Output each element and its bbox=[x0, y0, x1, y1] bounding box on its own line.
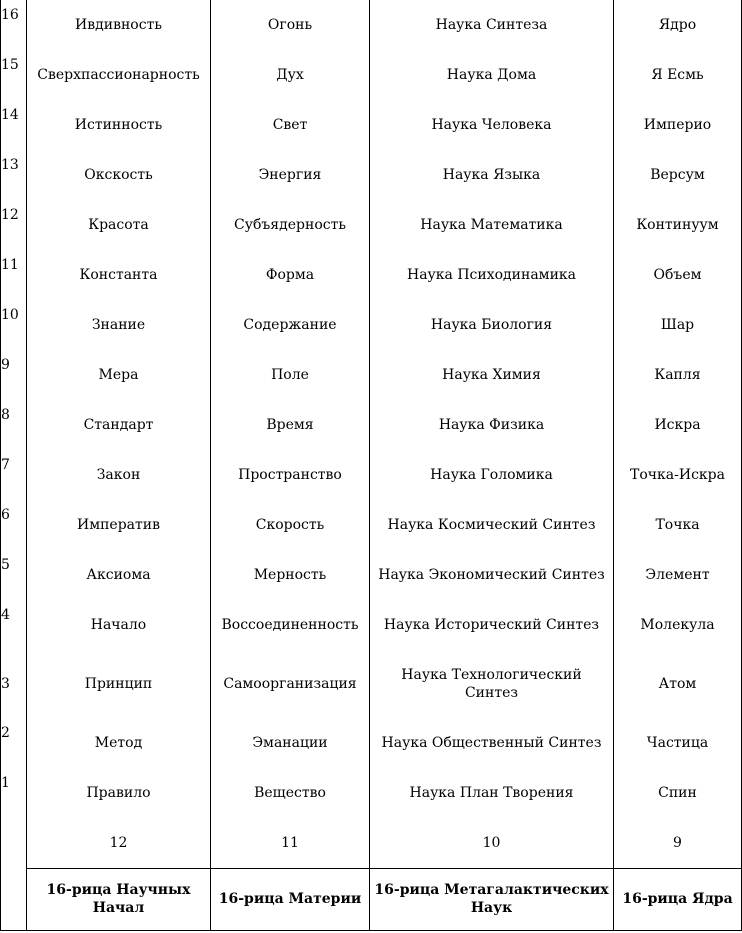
cell-core: Молекула bbox=[614, 600, 742, 650]
row-number: 7 bbox=[1, 450, 27, 500]
cell-scientific-principle: Константа bbox=[27, 250, 211, 300]
cell-metagalactic-science: Наука Дома bbox=[370, 50, 614, 100]
table-row bbox=[1, 718, 742, 768]
footer-row bbox=[1, 868, 742, 930]
table-row bbox=[1, 500, 742, 550]
cell-scientific-principle: Аксиома bbox=[27, 550, 211, 600]
cell-scientific-principle: Правило bbox=[27, 768, 211, 818]
cell-scientific-principle: Мера bbox=[27, 350, 211, 400]
row-number: 2 bbox=[1, 718, 27, 768]
cell-scientific-principle: Знание bbox=[27, 300, 211, 350]
row-number-empty bbox=[1, 868, 27, 930]
table-row bbox=[1, 250, 742, 300]
table-row bbox=[1, 150, 742, 200]
cell-metagalactic-science: Наука Языка bbox=[370, 150, 614, 200]
cell-matter: Поле bbox=[211, 350, 370, 400]
cell-core: Точка-Искра bbox=[614, 450, 742, 500]
cell-core: Я Есмь bbox=[614, 50, 742, 100]
cell-metagalactic-science: Наука Химия bbox=[370, 350, 614, 400]
cell-metagalactic-science: Наука Биология bbox=[370, 300, 614, 350]
cell-scientific-principle: Красота bbox=[27, 200, 211, 250]
cell-scientific-principle: Окскость bbox=[27, 150, 211, 200]
cell-matter: Время bbox=[211, 400, 370, 450]
cell-matter: Мерность bbox=[211, 550, 370, 600]
cell-matter: Свет bbox=[211, 100, 370, 150]
cell-matter: Скорость bbox=[211, 500, 370, 550]
cell-scientific-principle: Начало bbox=[27, 600, 211, 650]
cell-metagalactic-science: Наука Математика bbox=[370, 200, 614, 250]
cell-metagalactic-science: Наука Психодинамика bbox=[370, 250, 614, 300]
cell-metagalactic-science: Наука Человека bbox=[370, 100, 614, 150]
cell-metagalactic-science: Наука Экономический Синтез bbox=[370, 550, 614, 600]
row-number: 8 bbox=[1, 400, 27, 450]
row-number: 12 bbox=[1, 200, 27, 250]
cell-core: Ядро bbox=[614, 0, 742, 50]
row-number-empty bbox=[1, 818, 27, 868]
table-row bbox=[1, 0, 742, 50]
cell-scientific-principle: Метод bbox=[27, 718, 211, 768]
cell-scientific-principle: Принцип bbox=[27, 650, 211, 718]
count-matter: 11 bbox=[211, 818, 370, 868]
cell-scientific-principle: Сверхпассионарность bbox=[27, 50, 211, 100]
row-number: 5 bbox=[1, 550, 27, 600]
cell-core: Искра bbox=[614, 400, 742, 450]
row-number: 14 bbox=[1, 100, 27, 150]
cell-matter: Воссоединенность bbox=[211, 600, 370, 650]
cell-metagalactic-science: Наука Исторический Синтез bbox=[370, 600, 614, 650]
cell-matter: Содержание bbox=[211, 300, 370, 350]
footer-scientific-principles: 16-рица Научных Начал bbox=[27, 868, 211, 930]
row-number: 9 bbox=[1, 350, 27, 400]
row-number: 15 bbox=[1, 50, 27, 100]
cell-core: Империо bbox=[614, 100, 742, 150]
cell-matter: Дух bbox=[211, 50, 370, 100]
cell-metagalactic-science: Наука Общественный Синтез bbox=[370, 718, 614, 768]
row-number: 11 bbox=[1, 250, 27, 300]
row-number: 1 bbox=[1, 768, 27, 818]
count-core: 9 bbox=[614, 818, 742, 868]
cell-scientific-principle: Истинность bbox=[27, 100, 211, 150]
cell-metagalactic-science: Наука Синтеза bbox=[370, 0, 614, 50]
cell-matter: Форма bbox=[211, 250, 370, 300]
cell-matter: Эманации bbox=[211, 718, 370, 768]
table-row bbox=[1, 100, 742, 150]
cell-matter: Самоорганизация bbox=[211, 650, 370, 718]
cell-matter: Энергия bbox=[211, 150, 370, 200]
cell-core: Шар bbox=[614, 300, 742, 350]
cell-core: Атом bbox=[614, 650, 742, 718]
cell-core: Континуум bbox=[614, 200, 742, 250]
cell-matter: Пространство bbox=[211, 450, 370, 500]
table-row bbox=[1, 450, 742, 500]
cell-core: Частица bbox=[614, 718, 742, 768]
row-number: 10 bbox=[1, 300, 27, 350]
table-row bbox=[1, 650, 742, 718]
table-row bbox=[1, 768, 742, 818]
cell-core: Точка bbox=[614, 500, 742, 550]
table-row bbox=[1, 300, 742, 350]
footer-metagalactic-sciences: 16-рица Метагалактических Наук bbox=[370, 868, 614, 930]
table-row bbox=[1, 400, 742, 450]
cell-matter: Субъядерность bbox=[211, 200, 370, 250]
cell-core: Версум bbox=[614, 150, 742, 200]
table-row bbox=[1, 550, 742, 600]
row-number: 4 bbox=[1, 600, 27, 650]
cell-scientific-principle: Ивдивность bbox=[27, 0, 211, 50]
count-row bbox=[1, 818, 742, 868]
table-row bbox=[1, 200, 742, 250]
cell-core: Объем bbox=[614, 250, 742, 300]
cell-metagalactic-science: Наука План Творения bbox=[370, 768, 614, 818]
cell-core: Элемент bbox=[614, 550, 742, 600]
cell-scientific-principle: Императив bbox=[27, 500, 211, 550]
cell-metagalactic-science: Наука Космический Синтез bbox=[370, 500, 614, 550]
table-row bbox=[1, 50, 742, 100]
footer-matter: 16-рица Материи bbox=[211, 868, 370, 930]
table-row bbox=[1, 350, 742, 400]
cell-matter: Огонь bbox=[211, 0, 370, 50]
cell-core: Спин bbox=[614, 768, 742, 818]
cell-scientific-principle: Закон bbox=[27, 450, 211, 500]
row-number: 3 bbox=[1, 650, 27, 718]
row-number: 16 bbox=[1, 0, 27, 50]
cell-scientific-principle: Стандарт bbox=[27, 400, 211, 450]
cell-matter: Вещество bbox=[211, 768, 370, 818]
footer-core: 16-рица Ядра bbox=[614, 868, 742, 930]
cell-metagalactic-science: Наука Технологический Синтез bbox=[370, 650, 614, 718]
count-scientific-principles: 12 bbox=[27, 818, 211, 868]
count-metagalactic-sciences: 10 bbox=[370, 818, 614, 868]
table-row bbox=[1, 600, 742, 650]
cell-metagalactic-science: Наука Голомика bbox=[370, 450, 614, 500]
cell-core: Капля bbox=[614, 350, 742, 400]
row-number: 13 bbox=[1, 150, 27, 200]
cell-metagalactic-science: Наука Физика bbox=[370, 400, 614, 450]
row-number: 6 bbox=[1, 500, 27, 550]
